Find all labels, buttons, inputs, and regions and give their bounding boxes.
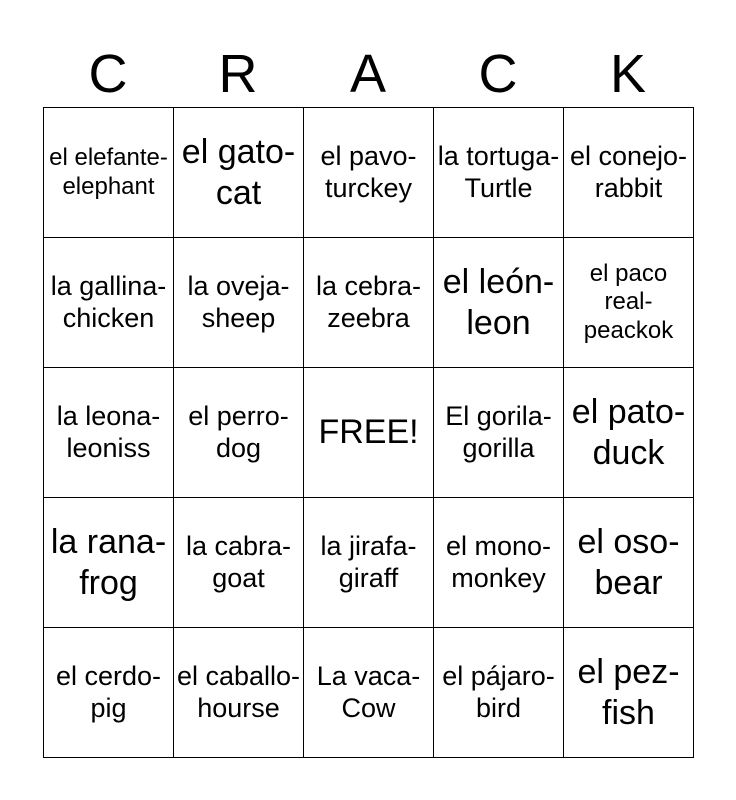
bingo-cell[interactable]: el cerdo-pig: [44, 628, 174, 758]
bingo-cell[interactable]: La vaca-Cow: [304, 628, 434, 758]
bingo-cell[interactable]: el oso-bear: [564, 498, 694, 628]
header-letter: R: [218, 44, 258, 104]
header-letter: K: [609, 44, 647, 104]
bingo-cell[interactable]: el pájaro-bird: [434, 628, 564, 758]
bingo-cell[interactable]: el paco real-peackok: [564, 238, 694, 368]
bingo-cell[interactable]: el mono-monkey: [434, 498, 564, 628]
bingo-cell[interactable]: el perro-dog: [174, 368, 304, 498]
bingo-cell[interactable]: la cabra-goat: [174, 498, 304, 628]
bingo-cell[interactable]: la jirafa-giraff: [304, 498, 434, 628]
free-space[interactable]: FREE!: [304, 368, 434, 498]
bingo-cell[interactable]: el pavo-turckey: [304, 108, 434, 238]
bingo-cell[interactable]: la cebra-zeebra: [304, 238, 434, 368]
bingo-cell[interactable]: la gallina-chicken: [44, 238, 174, 368]
bingo-cell[interactable]: la leona-leoniss: [44, 368, 174, 498]
header-letter: A: [349, 44, 387, 104]
bingo-cell[interactable]: El gorila-gorilla: [434, 368, 564, 498]
bingo-header: [43, 40, 693, 108]
board-row: [44, 498, 694, 628]
bingo-cell[interactable]: la tortuga-Turtle: [434, 108, 564, 238]
bingo-cell[interactable]: el gato-cat: [174, 108, 304, 238]
header-letter: C: [478, 44, 518, 104]
bingo-cell[interactable]: la oveja-sheep: [174, 238, 304, 368]
bingo-cell[interactable]: el elefante-elephant: [44, 108, 174, 238]
bingo-cell[interactable]: el pez-fish: [564, 628, 694, 758]
header-letter: C: [88, 44, 128, 104]
board-row: [44, 238, 694, 368]
bingo-cell[interactable]: el león-leon: [434, 238, 564, 368]
board-row: [44, 628, 694, 758]
bingo-cell[interactable]: el caballo-hourse: [174, 628, 304, 758]
bingo-cell[interactable]: el pato-duck: [564, 368, 694, 498]
bingo-cell[interactable]: el conejo-rabbit: [564, 108, 694, 238]
bingo-cell[interactable]: la rana-frog: [44, 498, 174, 628]
board-row: [44, 108, 694, 238]
bingo-board: [43, 107, 694, 758]
board-row: [44, 368, 694, 498]
